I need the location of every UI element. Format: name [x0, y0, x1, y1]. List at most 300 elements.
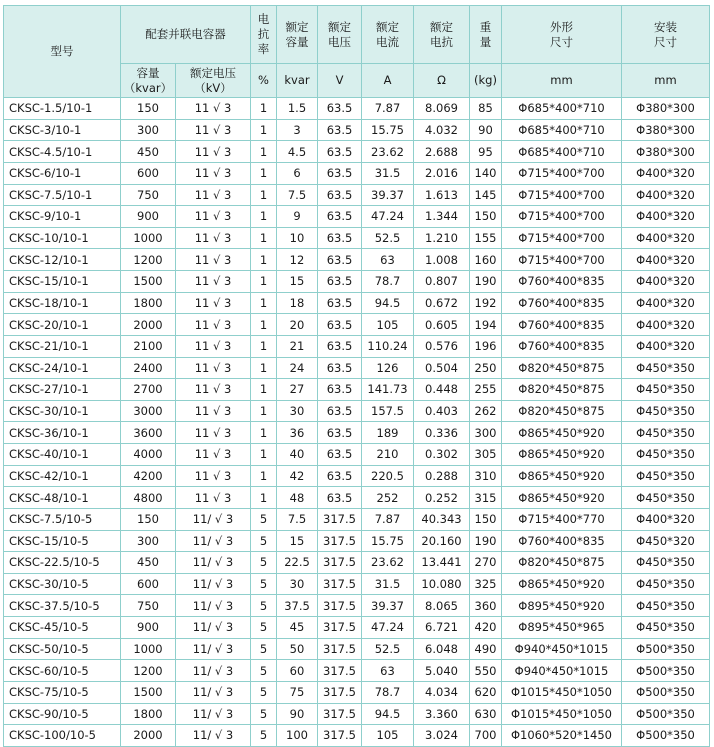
cell-capacity: 2000 — [121, 725, 176, 747]
table-row — [4, 292, 710, 314]
cell-model: CKSC-4.5/10-1 — [4, 141, 121, 163]
cell-rated-capacity: 42 — [277, 465, 318, 487]
cell-rated-voltage: 63.5 — [318, 98, 362, 120]
header-reactance-rate-line1: 电 — [257, 12, 270, 26]
header-reactance-rate-line2: 抗 — [257, 27, 270, 41]
cell-rated-current: 220.5 — [362, 465, 414, 487]
cell-cap-rated-voltage: 11/ √ 3 — [176, 530, 251, 552]
cell-weight: 490 — [470, 638, 502, 660]
header-rated-current-line1: 额定 — [376, 19, 399, 34]
cell-dimensions: Φ1060*520*1450 — [502, 725, 622, 747]
cell-capacity: 3000 — [121, 400, 176, 422]
unit-dimensions: mm — [502, 64, 622, 98]
cell-rated-reactance: 4.032 — [414, 119, 470, 141]
cell-cap-rated-voltage: 11 √ 3 — [176, 487, 251, 509]
cell-weight: 150 — [470, 508, 502, 530]
cell-mounting: Φ400*320 — [622, 271, 710, 293]
spec-table-container — [3, 5, 709, 747]
cell-rated-current: 31.5 — [362, 573, 414, 595]
cell-reactance-rate: 1 — [251, 206, 277, 228]
table-row — [4, 660, 710, 682]
cell-cap-rated-voltage: 11/ √ 3 — [176, 617, 251, 639]
cell-capacity: 150 — [121, 508, 176, 530]
cell-reactance-rate: 5 — [251, 617, 277, 639]
cell-cap-rated-voltage: 11 √ 3 — [176, 249, 251, 271]
cell-rated-reactance: 0.504 — [414, 357, 470, 379]
cell-model: CKSC-40/10-1 — [4, 444, 121, 466]
cell-mounting: Φ400*320 — [622, 292, 710, 314]
cell-dimensions: Φ820*450*875 — [502, 379, 622, 401]
cell-rated-reactance: 1.210 — [414, 227, 470, 249]
cell-rated-current: 110.24 — [362, 335, 414, 357]
cell-rated-reactance: 20.160 — [414, 530, 470, 552]
cell-rated-voltage: 317.5 — [318, 552, 362, 574]
cell-dimensions: Φ865*450*920 — [502, 465, 622, 487]
cell-dimensions: Φ1015*450*1050 — [502, 703, 622, 725]
cell-model: CKSC-45/10-5 — [4, 617, 121, 639]
cell-cap-rated-voltage: 11 √ 3 — [176, 444, 251, 466]
cell-model: CKSC-100/10-5 — [4, 725, 121, 747]
cell-capacity: 2700 — [121, 379, 176, 401]
cell-dimensions: Φ715*400*700 — [502, 206, 622, 228]
cell-rated-current: 94.5 — [362, 703, 414, 725]
cell-rated-current: 52.5 — [362, 638, 414, 660]
cell-reactance-rate: 1 — [251, 98, 277, 120]
cell-mounting: Φ400*320 — [622, 162, 710, 184]
cell-capacity: 1800 — [121, 292, 176, 314]
cell-dimensions: Φ760*400*835 — [502, 335, 622, 357]
cell-model: CKSC-36/10-1 — [4, 422, 121, 444]
cell-rated-reactance: 0.302 — [414, 444, 470, 466]
cell-reactance-rate: 1 — [251, 400, 277, 422]
cell-model: CKSC-18/10-1 — [4, 292, 121, 314]
cell-weight: 95 — [470, 141, 502, 163]
cell-rated-current: 23.62 — [362, 552, 414, 574]
cell-rated-voltage: 317.5 — [318, 573, 362, 595]
cell-reactance-rate: 1 — [251, 184, 277, 206]
cell-rated-current: 23.62 — [362, 141, 414, 163]
cell-rated-voltage: 317.5 — [318, 617, 362, 639]
cell-rated-capacity: 15 — [277, 271, 318, 293]
cell-rated-capacity: 10 — [277, 227, 318, 249]
header-capacity-label: 容量 — [136, 65, 160, 80]
cell-weight: 145 — [470, 184, 502, 206]
header-weight-line1: 重 — [479, 19, 492, 34]
header-rated-reactance-line2: 电抗 — [430, 34, 453, 49]
cell-rated-reactance: 13.441 — [414, 552, 470, 574]
header-reactance-rate-line3: 率 — [257, 42, 270, 56]
cell-capacity: 300 — [121, 530, 176, 552]
table-row — [4, 400, 710, 422]
header-rated-voltage — [318, 6, 362, 64]
cell-model: CKSC-21/10-1 — [4, 335, 121, 357]
cell-cap-rated-voltage: 11 √ 3 — [176, 184, 251, 206]
cell-reactance-rate: 1 — [251, 335, 277, 357]
cell-mounting: Φ450*350 — [622, 444, 710, 466]
cell-reactance-rate: 5 — [251, 530, 277, 552]
cell-capacity: 1200 — [121, 660, 176, 682]
table-row — [4, 617, 710, 639]
cell-model: CKSC-1.5/10-1 — [4, 98, 121, 120]
cell-mounting: Φ500*350 — [622, 660, 710, 682]
cell-rated-capacity: 36 — [277, 422, 318, 444]
cell-weight: 270 — [470, 552, 502, 574]
cell-weight: 250 — [470, 357, 502, 379]
header-rated-voltage-line2: 电压 — [328, 34, 351, 49]
cell-rated-voltage: 63.5 — [318, 314, 362, 336]
cell-rated-capacity: 90 — [277, 703, 318, 725]
cell-cap-rated-voltage: 11/ √ 3 — [176, 508, 251, 530]
cell-cap-rated-voltage: 11 √ 3 — [176, 98, 251, 120]
cell-rated-reactance: 0.403 — [414, 400, 470, 422]
cell-rated-voltage: 317.5 — [318, 681, 362, 703]
table-row — [4, 141, 710, 163]
cell-model: CKSC-30/10-5 — [4, 573, 121, 595]
header-rated-voltage-line1: 额定 — [328, 19, 351, 34]
cell-model: CKSC-15/10-1 — [4, 271, 121, 293]
cell-capacity: 150 — [121, 98, 176, 120]
table-body — [4, 98, 710, 747]
header-rated-current-line2: 电流 — [376, 34, 399, 49]
cell-capacity: 450 — [121, 552, 176, 574]
cell-dimensions: Φ760*400*835 — [502, 271, 622, 293]
cell-capacity: 2100 — [121, 335, 176, 357]
cell-dimensions: Φ715*400*700 — [502, 249, 622, 271]
cell-weight: 160 — [470, 249, 502, 271]
cell-rated-voltage: 63.5 — [318, 227, 362, 249]
cell-cap-rated-voltage: 11 √ 3 — [176, 422, 251, 444]
cell-weight: 315 — [470, 487, 502, 509]
table-row — [4, 444, 710, 466]
table-row — [4, 703, 710, 725]
cell-dimensions: Φ715*400*700 — [502, 184, 622, 206]
cell-rated-capacity: 12 — [277, 249, 318, 271]
header-rated-capacity — [277, 6, 318, 64]
cell-model: CKSC-60/10-5 — [4, 660, 121, 682]
cell-capacity: 4200 — [121, 465, 176, 487]
cell-rated-voltage: 317.5 — [318, 703, 362, 725]
cell-rated-capacity: 48 — [277, 487, 318, 509]
cell-cap-rated-voltage: 11 √ 3 — [176, 227, 251, 249]
cell-cap-rated-voltage: 11/ √ 3 — [176, 703, 251, 725]
cell-rated-voltage: 63.5 — [318, 400, 362, 422]
cell-rated-reactance: 8.065 — [414, 595, 470, 617]
cell-mounting: Φ500*350 — [622, 725, 710, 747]
cell-capacity: 2400 — [121, 357, 176, 379]
cell-rated-capacity: 18 — [277, 292, 318, 314]
cell-rated-reactance: 2.688 — [414, 141, 470, 163]
cell-model: CKSC-42/10-1 — [4, 465, 121, 487]
table-row — [4, 271, 710, 293]
header-rated-capacity-line1: 额定 — [285, 19, 309, 34]
cell-model: CKSC-12/10-1 — [4, 249, 121, 271]
cell-weight: 140 — [470, 162, 502, 184]
cell-rated-current: 210 — [362, 444, 414, 466]
header-rated-reactance — [414, 6, 470, 64]
cell-weight: 325 — [470, 573, 502, 595]
cell-reactance-rate: 5 — [251, 573, 277, 595]
cell-dimensions: Φ820*450*875 — [502, 400, 622, 422]
table-row — [4, 552, 710, 574]
cell-dimensions: Φ685*400*710 — [502, 119, 622, 141]
table-row — [4, 422, 710, 444]
cell-rated-capacity: 27 — [277, 379, 318, 401]
table-row — [4, 249, 710, 271]
cell-rated-reactance: 0.336 — [414, 422, 470, 444]
cell-rated-current: 31.5 — [362, 162, 414, 184]
cell-rated-current: 63 — [362, 660, 414, 682]
cell-rated-voltage: 317.5 — [318, 725, 362, 747]
cell-rated-reactance: 2.016 — [414, 162, 470, 184]
cell-cap-rated-voltage: 11 √ 3 — [176, 465, 251, 487]
cell-rated-reactance: 1.344 — [414, 206, 470, 228]
table-row — [4, 206, 710, 228]
cell-mounting: Φ380*300 — [622, 98, 710, 120]
cell-rated-reactance: 40.343 — [414, 508, 470, 530]
cell-cap-rated-voltage: 11/ √ 3 — [176, 638, 251, 660]
header-rated-reactance-line1: 额定 — [430, 19, 453, 34]
cell-rated-current: 7.87 — [362, 98, 414, 120]
cell-model: CKSC-10/10-1 — [4, 227, 121, 249]
unit-mounting: mm — [622, 64, 710, 98]
cell-rated-current: 63 — [362, 249, 414, 271]
cell-dimensions: Φ940*450*1015 — [502, 660, 622, 682]
table-row — [4, 508, 710, 530]
cell-dimensions: Φ685*400*710 — [502, 141, 622, 163]
cell-mounting: Φ400*320 — [622, 335, 710, 357]
cell-mounting: Φ380*300 — [622, 141, 710, 163]
cell-dimensions: Φ685*400*710 — [502, 98, 622, 120]
cell-weight: 192 — [470, 292, 502, 314]
cell-cap-rated-voltage: 11/ √ 3 — [176, 660, 251, 682]
cell-rated-capacity: 6 — [277, 162, 318, 184]
cell-rated-voltage: 63.5 — [318, 422, 362, 444]
cell-reactance-rate: 5 — [251, 660, 277, 682]
header-mounting — [622, 6, 710, 64]
cell-dimensions: Φ865*450*920 — [502, 573, 622, 595]
cell-capacity: 600 — [121, 162, 176, 184]
cell-rated-reactance: 1.008 — [414, 249, 470, 271]
cell-rated-capacity: 7.5 — [277, 184, 318, 206]
header-cap-rated-voltage — [176, 64, 251, 98]
cell-rated-reactance: 8.069 — [414, 98, 470, 120]
cell-rated-reactance: 0.288 — [414, 465, 470, 487]
table-row — [4, 487, 710, 509]
table-row — [4, 379, 710, 401]
unit-rated-voltage: V — [318, 64, 362, 98]
cell-dimensions: Φ865*450*920 — [502, 444, 622, 466]
cell-rated-capacity: 9 — [277, 206, 318, 228]
cell-dimensions: Φ820*450*875 — [502, 552, 622, 574]
cell-reactance-rate: 5 — [251, 552, 277, 574]
cell-capacity: 900 — [121, 617, 176, 639]
header-weight — [470, 6, 502, 64]
cell-cap-rated-voltage: 11/ √ 3 — [176, 595, 251, 617]
unit-rated-capacity: kvar — [277, 64, 318, 98]
cell-model: CKSC-15/10-5 — [4, 530, 121, 552]
cell-rated-voltage: 63.5 — [318, 162, 362, 184]
cell-rated-current: 157.5 — [362, 400, 414, 422]
cell-cap-rated-voltage: 11 √ 3 — [176, 119, 251, 141]
cell-model: CKSC-27/10-1 — [4, 379, 121, 401]
cell-model: CKSC-6/10-1 — [4, 162, 121, 184]
cell-weight: 190 — [470, 271, 502, 293]
header-cap-rated-voltage-unit: （kV） — [194, 80, 232, 95]
cell-weight: 90 — [470, 119, 502, 141]
cell-mounting: Φ400*320 — [622, 508, 710, 530]
reactor-spec-table — [3, 5, 710, 747]
cell-reactance-rate: 1 — [251, 292, 277, 314]
cell-rated-reactance: 3.360 — [414, 703, 470, 725]
table-row — [4, 314, 710, 336]
cell-rated-voltage: 63.5 — [318, 141, 362, 163]
cell-cap-rated-voltage: 11/ √ 3 — [176, 573, 251, 595]
cell-weight: 420 — [470, 617, 502, 639]
table-row — [4, 335, 710, 357]
cell-mounting: Φ450*350 — [622, 379, 710, 401]
cell-rated-current: 189 — [362, 422, 414, 444]
cell-reactance-rate: 5 — [251, 725, 277, 747]
cell-dimensions: Φ895*450*920 — [502, 595, 622, 617]
cell-rated-capacity: 1.5 — [277, 98, 318, 120]
table-row — [4, 595, 710, 617]
cell-weight: 630 — [470, 703, 502, 725]
table-row — [4, 227, 710, 249]
cell-reactance-rate: 1 — [251, 249, 277, 271]
cell-model: CKSC-9/10-1 — [4, 206, 121, 228]
cell-rated-current: 15.75 — [362, 119, 414, 141]
cell-model: CKSC-3/10-1 — [4, 119, 121, 141]
header-dimensions-line1: 外形 — [550, 19, 573, 34]
cell-mounting: Φ500*350 — [622, 681, 710, 703]
cell-rated-reactance: 4.034 — [414, 681, 470, 703]
cell-rated-current: 252 — [362, 487, 414, 509]
cell-rated-capacity: 21 — [277, 335, 318, 357]
cell-cap-rated-voltage: 11/ √ 3 — [176, 681, 251, 703]
header-model: 型号 — [4, 6, 121, 98]
cell-weight: 305 — [470, 444, 502, 466]
cell-rated-capacity: 50 — [277, 638, 318, 660]
header-mounting-line1: 安装 — [654, 19, 677, 34]
cell-reactance-rate: 5 — [251, 508, 277, 530]
cell-weight: 255 — [470, 379, 502, 401]
cell-weight: 700 — [470, 725, 502, 747]
cell-cap-rated-voltage: 11 √ 3 — [176, 271, 251, 293]
cell-cap-rated-voltage: 11/ √ 3 — [176, 725, 251, 747]
cell-dimensions: Φ760*400*835 — [502, 530, 622, 552]
cell-capacity: 750 — [121, 595, 176, 617]
cell-model: CKSC-75/10-5 — [4, 681, 121, 703]
cell-weight: 190 — [470, 530, 502, 552]
cell-capacity: 2000 — [121, 314, 176, 336]
cell-rated-reactance: 5.040 — [414, 660, 470, 682]
header-mounting-line2: 尺寸 — [654, 34, 677, 49]
cell-rated-current: 7.87 — [362, 508, 414, 530]
header-parallel-capacitor: 配套并联电容器 — [121, 6, 251, 64]
header-capacity-unit: （kvar） — [123, 80, 173, 95]
cell-model: CKSC-24/10-1 — [4, 357, 121, 379]
cell-mounting: Φ450*350 — [622, 400, 710, 422]
cell-reactance-rate: 1 — [251, 119, 277, 141]
table-row — [4, 573, 710, 595]
cell-weight: 194 — [470, 314, 502, 336]
cell-mounting: Φ380*300 — [622, 119, 710, 141]
cell-dimensions: Φ715*400*700 — [502, 162, 622, 184]
cell-rated-reactance: 0.605 — [414, 314, 470, 336]
cell-dimensions: Φ715*400*700 — [502, 227, 622, 249]
cell-cap-rated-voltage: 11/ √ 3 — [176, 552, 251, 574]
cell-reactance-rate: 1 — [251, 162, 277, 184]
cell-mounting: Φ500*350 — [622, 703, 710, 725]
table-row — [4, 725, 710, 747]
cell-model: CKSC-48/10-1 — [4, 487, 121, 509]
cell-weight: 150 — [470, 206, 502, 228]
header-rated-current — [362, 6, 414, 64]
cell-mounting: Φ450*350 — [622, 357, 710, 379]
cell-reactance-rate: 1 — [251, 227, 277, 249]
header-capacity — [121, 64, 176, 98]
cell-rated-capacity: 4.5 — [277, 141, 318, 163]
cell-capacity: 1500 — [121, 681, 176, 703]
cell-rated-current: 39.37 — [362, 595, 414, 617]
cell-reactance-rate: 1 — [251, 314, 277, 336]
cell-capacity: 450 — [121, 141, 176, 163]
cell-cap-rated-voltage: 11 √ 3 — [176, 292, 251, 314]
cell-weight: 155 — [470, 227, 502, 249]
cell-reactance-rate: 1 — [251, 357, 277, 379]
cell-weight: 262 — [470, 400, 502, 422]
table-row — [4, 465, 710, 487]
unit-rated-reactance: Ω — [414, 64, 470, 98]
cell-rated-capacity: 45 — [277, 617, 318, 639]
cell-rated-voltage: 63.5 — [318, 119, 362, 141]
cell-rated-current: 105 — [362, 725, 414, 747]
cell-rated-voltage: 63.5 — [318, 444, 362, 466]
cell-rated-current: 39.37 — [362, 184, 414, 206]
cell-mounting: Φ400*320 — [622, 314, 710, 336]
cell-rated-reactance: 10.080 — [414, 573, 470, 595]
table-row — [4, 119, 710, 141]
cell-mounting: Φ400*320 — [622, 227, 710, 249]
cell-dimensions: Φ895*450*965 — [502, 617, 622, 639]
cell-weight: 620 — [470, 681, 502, 703]
table-row — [4, 162, 710, 184]
cell-rated-voltage: 63.5 — [318, 271, 362, 293]
cell-rated-capacity: 100 — [277, 725, 318, 747]
cell-rated-reactance: 0.448 — [414, 379, 470, 401]
cell-cap-rated-voltage: 11 √ 3 — [176, 162, 251, 184]
cell-rated-current: 141.73 — [362, 379, 414, 401]
cell-reactance-rate: 5 — [251, 595, 277, 617]
cell-weight: 310 — [470, 465, 502, 487]
cell-reactance-rate: 5 — [251, 703, 277, 725]
cell-rated-current: 47.24 — [362, 206, 414, 228]
cell-rated-current: 105 — [362, 314, 414, 336]
cell-reactance-rate: 1 — [251, 379, 277, 401]
cell-capacity: 3600 — [121, 422, 176, 444]
cell-rated-voltage: 63.5 — [318, 292, 362, 314]
cell-mounting: Φ400*320 — [622, 184, 710, 206]
cell-rated-capacity: 24 — [277, 357, 318, 379]
cell-model: CKSC-30/10-1 — [4, 400, 121, 422]
cell-rated-current: 78.7 — [362, 271, 414, 293]
cell-capacity: 750 — [121, 184, 176, 206]
cell-cap-rated-voltage: 11 √ 3 — [176, 400, 251, 422]
cell-rated-capacity: 7.5 — [277, 508, 318, 530]
cell-reactance-rate: 1 — [251, 141, 277, 163]
cell-mounting: Φ450*350 — [622, 617, 710, 639]
cell-rated-current: 78.7 — [362, 681, 414, 703]
